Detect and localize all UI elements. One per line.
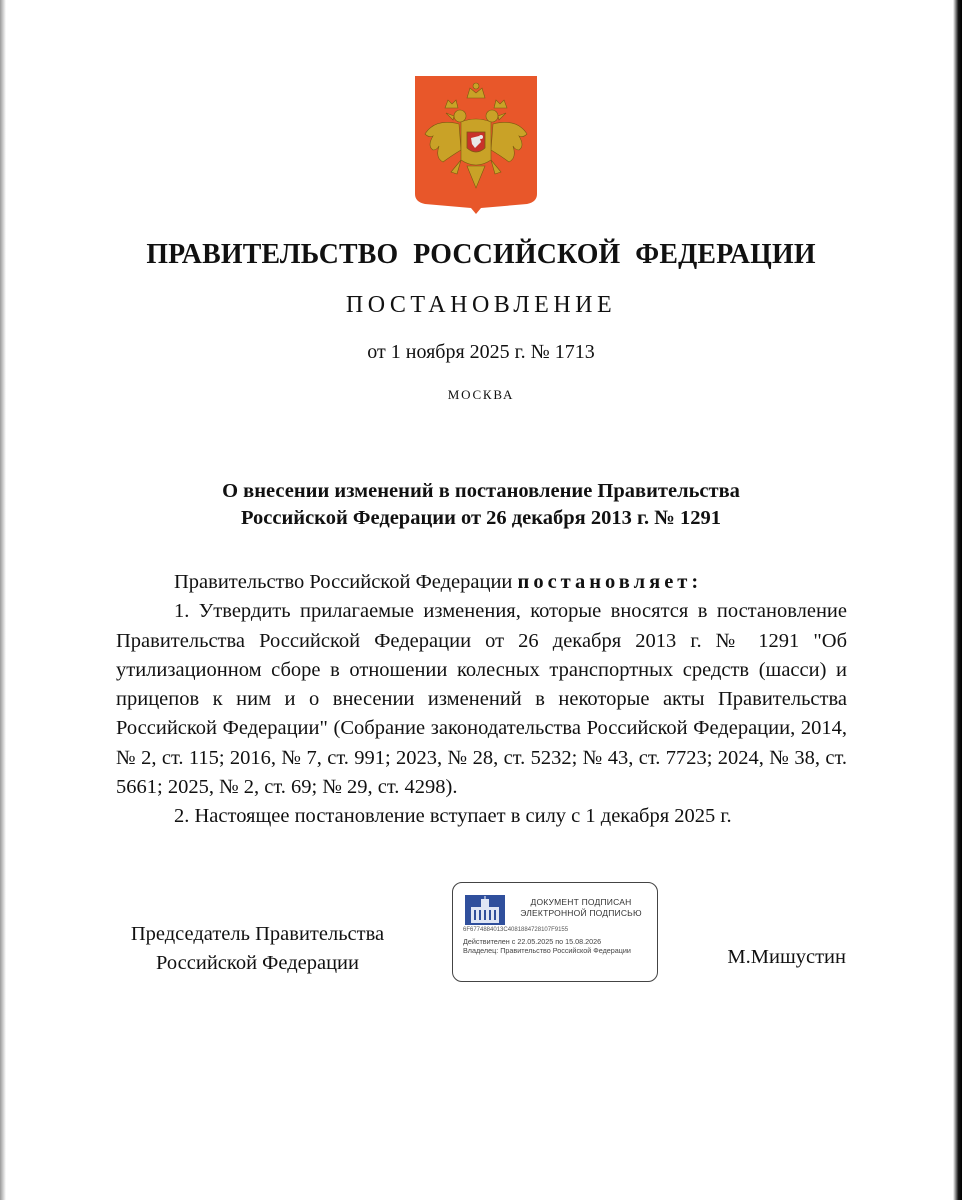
decree-body — [116, 568, 847, 832]
scan-edge-right — [953, 0, 962, 1200]
clause-1: 1. Утвердить прилагаемые изменения, которые вносятся в постановление Правительства Российской Федерации от 26 декабря 2013 г. № 1291 "Об утилизационном сборе в отношении колесных транспортных средств (шасси) и прицепов к ним и о внесении изменений в некоторые акты Правительства Российской Федерации" (Собрание законодательства Российской Федерации, 2014, № 2, ст. 115; 2016, № 7, ст. 991; 2023, № 28, ст. 5232; № 43, ст. 7723; 2024, № 38, ст. 5661; 2025, № 2, ст. 69; № 29, ст. 4298). — [116, 600, 847, 799]
subject-line-2: Российской Федерации от 26 декабря 2013 г. № 1291 — [240, 507, 721, 529]
signer-position-line-1: Председатель Правительства — [130, 923, 385, 945]
signer-position-line-2: Российской Федерации — [156, 952, 359, 974]
government-building-icon — [463, 893, 507, 927]
decree-date-number: от 1 ноября 2025 г. № 1713 — [367, 341, 595, 363]
coat-of-arms-icon — [415, 76, 537, 214]
city: МОСКВА — [447, 387, 515, 402]
government-title: ПРАВИТЕЛЬСТВО РОССИЙСКОЙ ФЕДЕРАЦИИ — [146, 238, 816, 270]
signer-position — [116, 920, 399, 978]
stamp-validity: Действителен с 22.05.2025 по 15.08.2026 Владелец: Правительство Российской Федерации — [463, 937, 631, 955]
preamble-verb: постановляет: — [517, 571, 703, 593]
decree-subject — [0, 478, 962, 532]
stamp-certificate: 6F6774884013C4081884728107F9155 — [463, 927, 569, 933]
stamp-heading: ДОКУМЕНТ ПОДПИСАН ЭЛЕКТРОННОЙ ПОДПИСЬЮ — [520, 897, 642, 918]
clause-2: 2. Настоящее постановление вступает в силу с 1 декабря 2025 г. — [174, 805, 732, 828]
electronic-signature-stamp — [452, 882, 658, 982]
scan-edge-left — [0, 0, 6, 1200]
decree-type: ПОСТАНОВЛЕНИЕ — [345, 292, 617, 318]
preamble: Правительство Российской Федерации постановляет: — [174, 571, 703, 593]
subject-line-1: О внесении изменений в постановление Правительства — [222, 480, 740, 502]
signer-name: М.Мишустин — [727, 946, 846, 968]
